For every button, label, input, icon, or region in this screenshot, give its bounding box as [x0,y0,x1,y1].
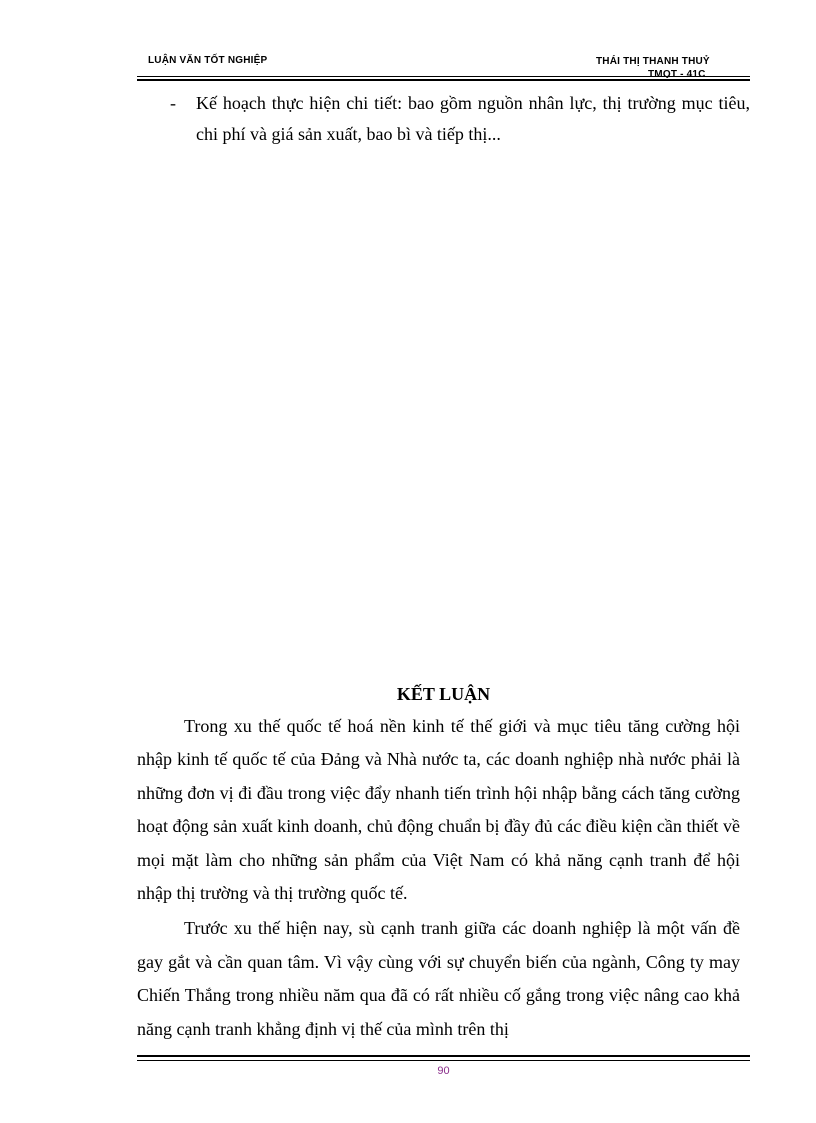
bullet-marker: - [170,93,176,113]
bullet-item [170,88,750,150]
paragraph: Trước xu thế hiện nay, sù cạnh tranh giữa các doanh nghiệp là một vấn đề gay gắt và cần quan tâm. Vì vậy cùng với sự chuyển biến của ngành, Công ty may Chiến Thắng trong nhiều năm qua đã có rất nhiều cố gắng trong việc nâng cao khả năng cạnh tranh khẳng định vị thế của mình trên thị [137,918,740,1039]
running-header-left: LUẬN VĂN TỐT NGHIỆP [148,55,268,66]
section-title: KẾT LUẬN [396,684,491,704]
header-class-code: TMQT - 41C [648,69,706,78]
running-header-right [596,55,746,78]
footer-divider-thin [137,1060,750,1061]
header-divider-thick [137,79,750,81]
footer-divider-thick [137,1055,750,1057]
header-author-name: THÁI THỊ THANH THUỶ [596,56,710,67]
header-divider-thin [137,76,750,77]
paragraph: Trong xu thế quốc tế hoá nền kinh tế thế giới và mục tiêu tăng cường hội nhập kinh tế quốc tế của Đảng và Nhà nước ta, các doanh nghiệp nhà nước phải là những đơn vị đi đầu trong việc đẩy nhanh tiến trình hội nhập bằng cách tăng cường hoạt động sản xuất kinh doanh, chủ động chuẩn bị đầy đủ các điều kiện cần thiết về mọi mặt làm cho những sản phẩm của Việt Nam có khả năng cạnh tranh để hội nhập thị trường và thị trường quốc tế. [137,716,740,904]
conclusion-body [137,710,740,1046]
bullet-text: Kế hoạch thực hiện chi tiết: bao gồm nguồn nhân lực, thị trường mục tiêu, chi phí và giá sản xuất, bao bì và tiếp thị... [196,93,750,144]
page-number: 90 [437,1065,450,1077]
